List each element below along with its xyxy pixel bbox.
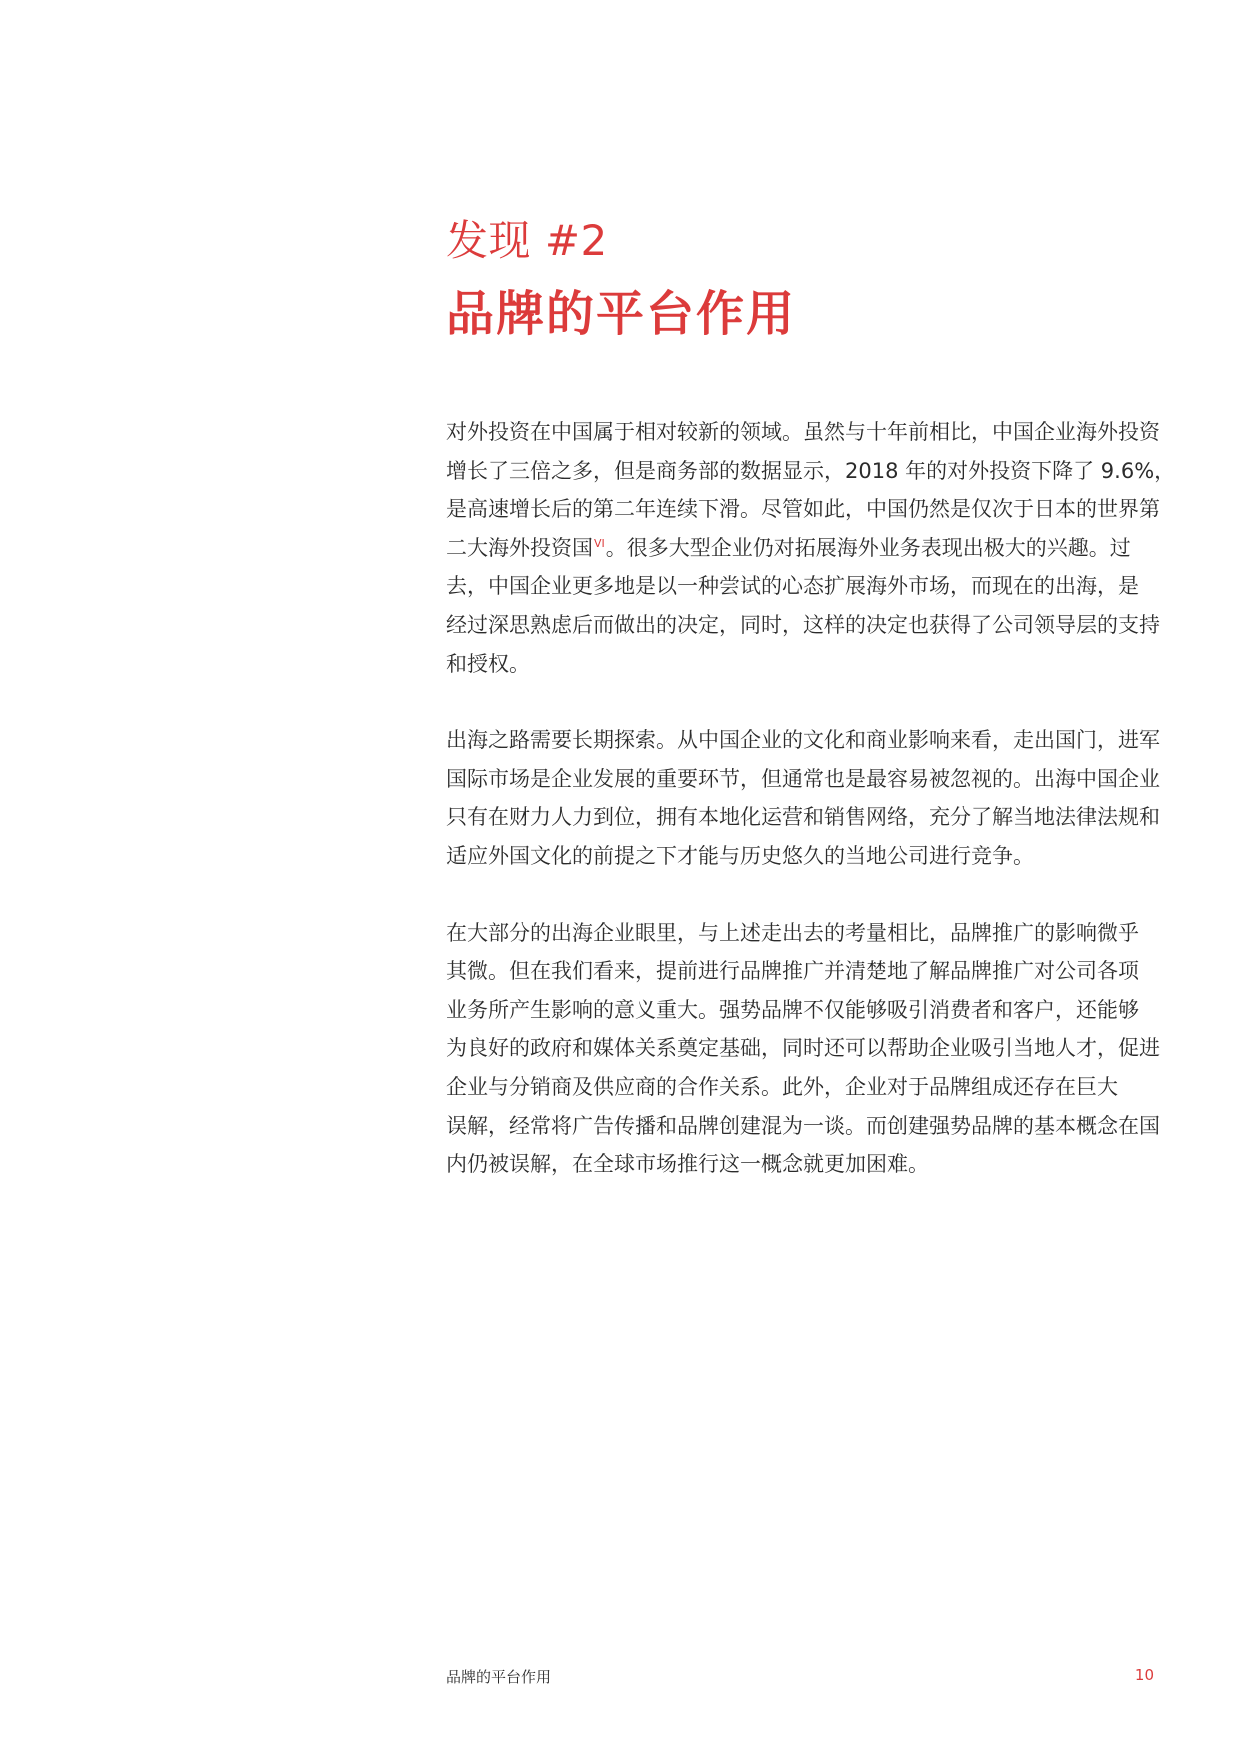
paragraph-line: 出海之路需要长期探索。从中国企业的文化和商业影响来看，走出国门，进军 xyxy=(446,728,1160,753)
paragraph-line: 在大部分的出海企业眼里，与上述走出去的考量相比，品牌推广的影响微乎 xyxy=(446,920,1139,945)
paragraph-1 xyxy=(446,413,1176,683)
paragraph-line: 国际市场是企业发展的重要环节，但通常也是最容易被忽视的。出海中国企业 xyxy=(446,766,1160,791)
paragraph-line: 是高速增长后的第二年连续下滑。尽管如此，中国仍然是仅次于日本的世界第 xyxy=(446,497,1160,522)
paragraph-2 xyxy=(446,721,1160,875)
page-number: 10 xyxy=(1134,1666,1154,1684)
citation-marker[interactable]: VI xyxy=(594,536,605,550)
paragraph-line-segment: 。很多大型企业仍对拓展海外业务表现出极大的兴趣。过 xyxy=(605,535,1131,560)
paragraph-line: 其微。但在我们看来，提前进行品牌推广并清楚地了解品牌推广对公司各项 xyxy=(446,959,1139,984)
paragraph-line: 为良好的政府和媒体关系奠定基础，同时还可以帮助企业吸引当地人才，促进 xyxy=(446,1036,1160,1061)
paragraph-line-segment: 二大海外投资国 xyxy=(446,535,593,560)
paragraph-line: 只有在财力人力到位，拥有本地化运营和销售网络，充分了解当地法律法规和 xyxy=(446,805,1160,830)
footer-running-title: 品牌的平台作用 xyxy=(446,1668,552,1686)
paragraph-line: 去，中国企业更多地是以一种尝试的心态扩展海外市场，而现在的出海，是 xyxy=(446,574,1139,599)
body-text xyxy=(446,413,1176,1222)
paragraph-line: 对外投资在中国属于相对较新的领域。虽然与十年前相比，中国企业海外投资 xyxy=(446,420,1160,444)
paragraph-line: 增长了三倍之多，但是商务部的数据显示，2018 年的对外投资下降了 9.6%， xyxy=(446,458,1176,483)
paragraph-3 xyxy=(446,914,1160,1184)
page-title: 品牌的平台作用 xyxy=(446,286,797,343)
heading-block xyxy=(446,218,1166,344)
paragraph-line: 内仍被误解，在全球市场推行这一概念就更加困难。 xyxy=(446,1152,929,1177)
paragraph-line: 适应外国文化的前提之下才能与历史悠久的当地公司进行竞争。 xyxy=(446,843,1034,868)
paragraph-line: 和授权。 xyxy=(446,651,530,676)
finding-label: 发现 #2 xyxy=(446,216,608,265)
paragraph-line: 企业与分销商及供应商的合作关系。此外，企业对于品牌组成还存在巨大 xyxy=(446,1074,1118,1099)
paragraph-line: 经过深思熟虑后而做出的决定，同时，这样的决定也获得了公司领导层的支持 xyxy=(446,612,1160,637)
paragraph-line xyxy=(446,529,1152,568)
paragraph-line: 业务所产生影响的意义重大。强势品牌不仅能够吸引消费者和客户，还能够 xyxy=(446,997,1139,1022)
paragraph-line: 误解，经常将广告传播和品牌创建混为一谈。而创建强势品牌的基本概念在国 xyxy=(446,1113,1160,1138)
